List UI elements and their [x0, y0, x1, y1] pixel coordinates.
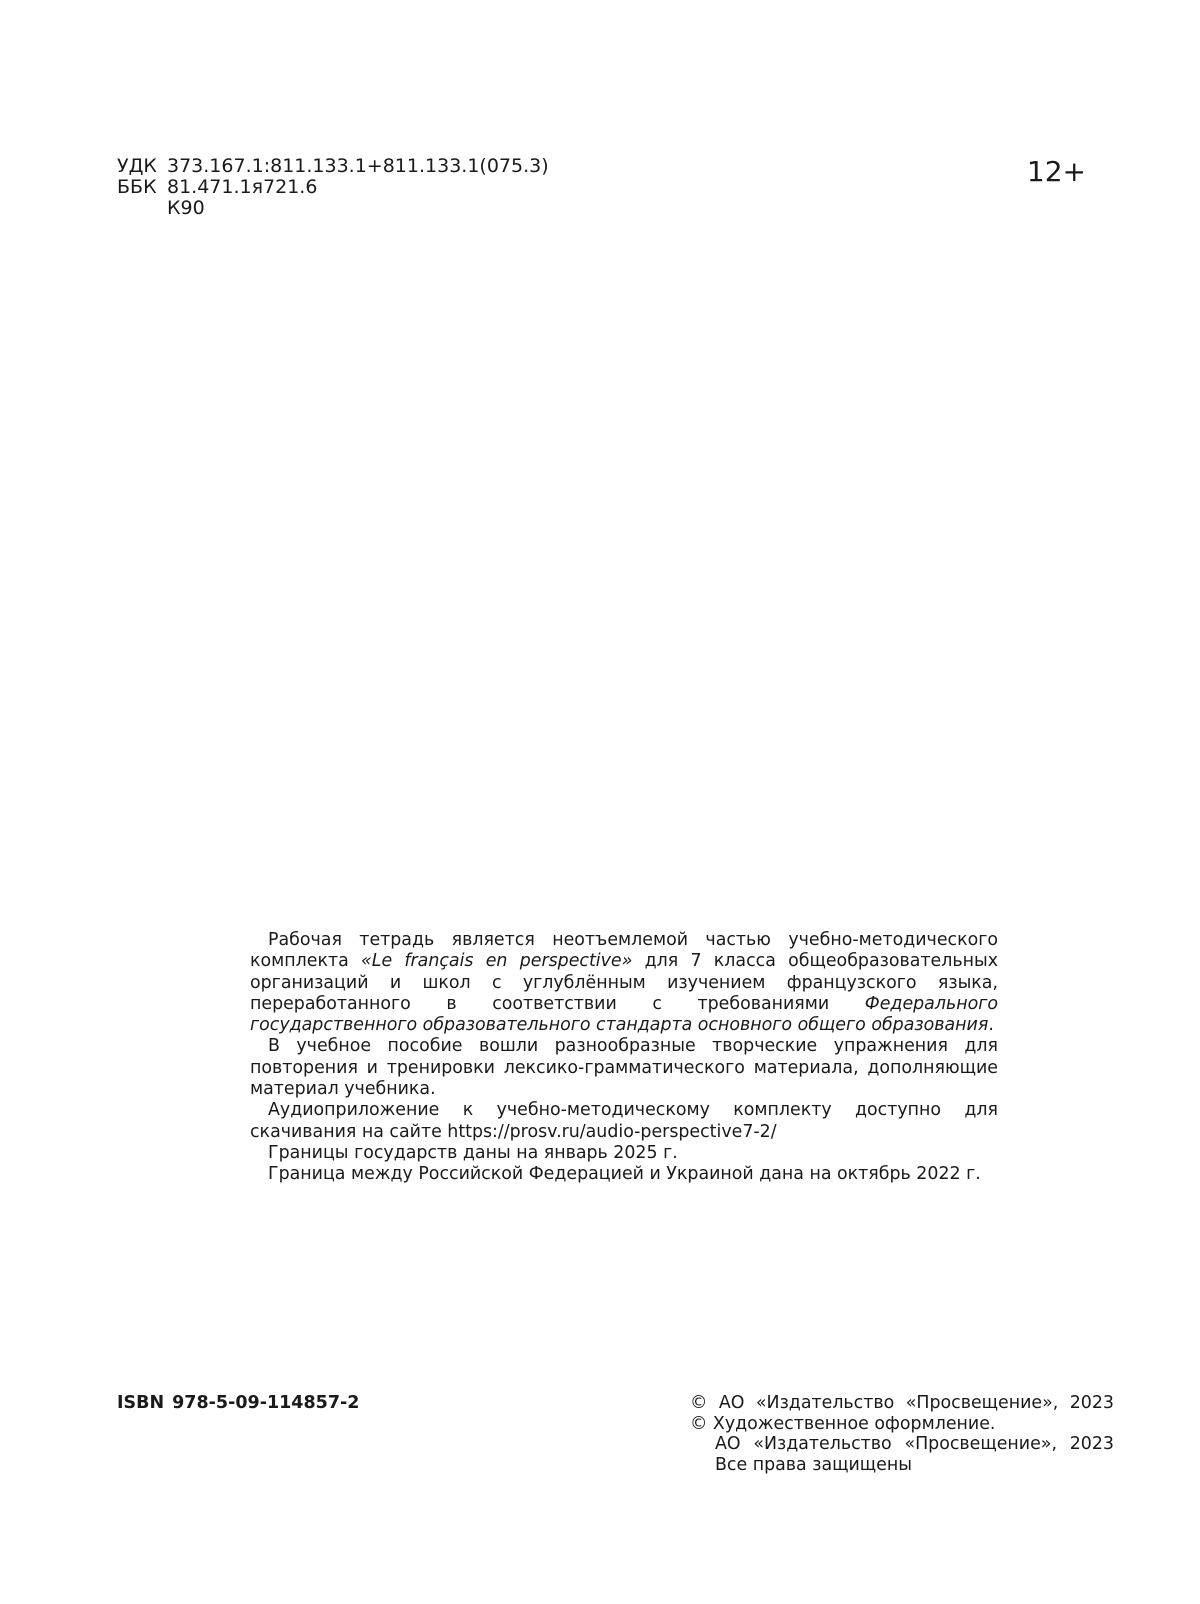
copyright-line-2: © Художественное оформление. [690, 1413, 996, 1434]
bbk-value: 81.471.1я721.6 [167, 176, 318, 198]
annotation-paragraph-2: В учебное пособие вошли разнообразные творческие упражнения для повторения и тренировки лексико-грамматического материала, дополняющие материал учебника. [250, 1036, 998, 1100]
copyright-block [690, 1393, 1114, 1475]
udk-row [117, 156, 549, 177]
author-mark: К90 [167, 197, 205, 219]
annotation-paragraph-1 [250, 930, 998, 1036]
standard-name: Федерального государственного образовательного стандарта основного общего образования [250, 993, 998, 1036]
annotation-paragraph-5: Граница между Российской Федерацией и Украиной дана на октябрь 2022 г. [268, 1164, 981, 1185]
age-rating: 12+ [1026, 155, 1086, 188]
udk-value: 373.167.1:811.133.1+811.133.1(075.3) [167, 155, 549, 177]
classification-block [117, 156, 549, 219]
author-mark-row [117, 198, 549, 219]
udk-label: УДК [117, 155, 157, 177]
copyright-line-1: © АО «Издательство «Просвещение», 2023 [690, 1393, 1114, 1413]
annotation-p1-end: . [988, 1015, 994, 1036]
bbk-row [117, 177, 549, 198]
annotation-paragraph-4: Границы государств даны на январь 2025 г. [268, 1142, 678, 1163]
annotation-paragraph-3: Аудиоприложение к учебно-методическому комплекту доступно для скачивания на сайте https://prosv.ru/audio-perspective7-2/ [250, 1100, 998, 1142]
isbn [117, 1393, 359, 1414]
isbn-label: ISBN [117, 1393, 165, 1413]
annotation [250, 930, 998, 1186]
copyright-line-4: Все права защищены [715, 1454, 912, 1475]
annotation-p1-before: Рабочая тетрадь является неотъемлемой частью учебно-методического комплекта [250, 930, 998, 972]
isbn-value: 978-5-09-114857-2 [172, 1393, 360, 1413]
annotation-p1-middle: для 7 класса общеобразовательных организаций и школ с углублённым изучением французского языка, переработанного в соответствии с требованиями [250, 951, 998, 1014]
book-title: «Le français en perspective» [361, 951, 633, 972]
copyright-line-3: АО «Издательство «Просвещение», 2023 [715, 1434, 1114, 1454]
bbk-label: ББК [117, 176, 157, 198]
